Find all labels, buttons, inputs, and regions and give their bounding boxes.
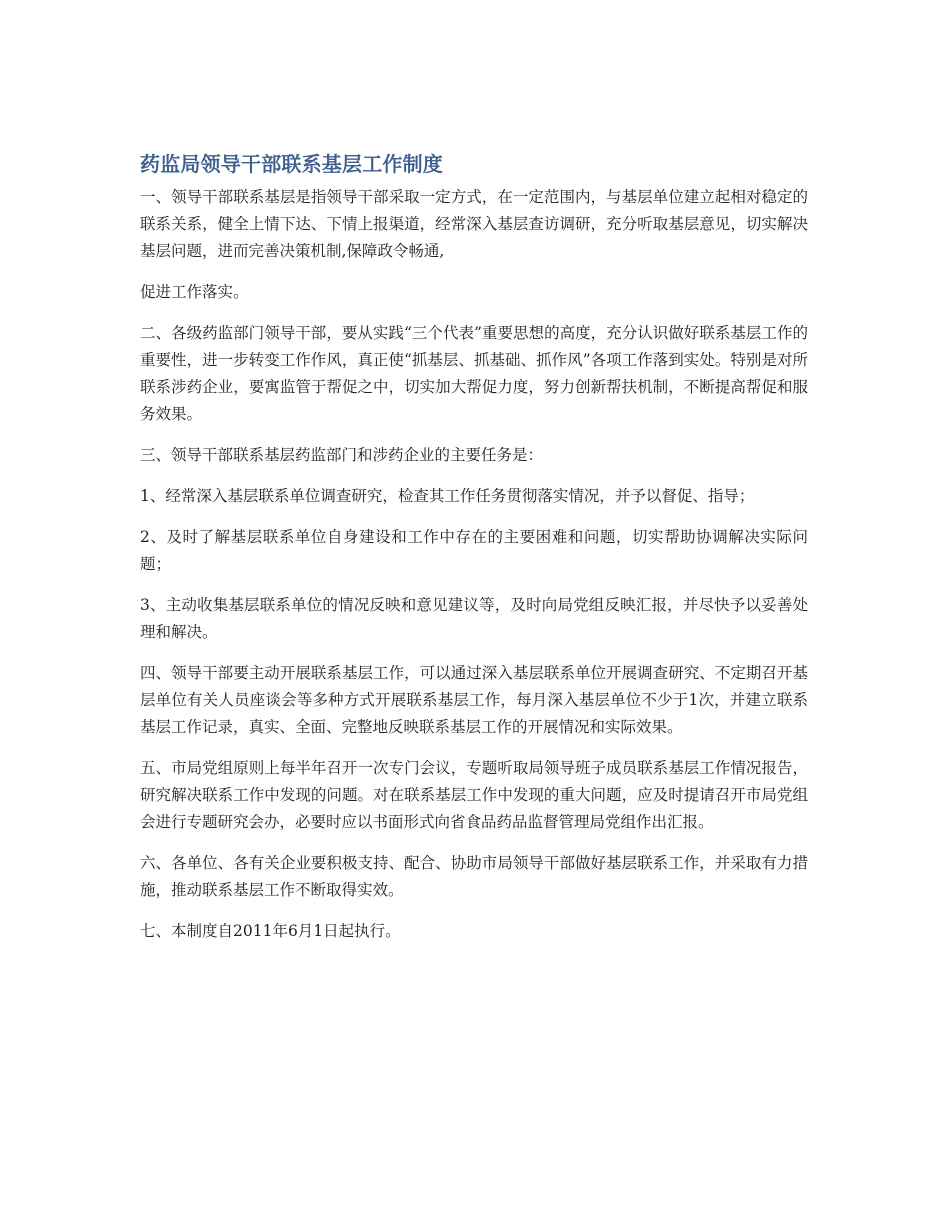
paragraph-6: 2、及时了解基层联系单位自身建设和工作中存在的主要困难和问题，切实帮助协调解决实际问题； (140, 528, 808, 573)
paragraph-8: 四、领导干部要主动开展联系基层工作，可以通过深入基层联系单位开展调查研究、不定期召开基层单位有关人员座谈会等多种方式开展联系基层工作，每月深入基层单位不少于1次，并建立联系基层工作记录，真实、全面、完整地反映联系基层工作的开展情况和实际效果。 (140, 664, 808, 736)
document-title: 药监局领导干部联系基层工作制度 (140, 152, 443, 176)
paragraph-10: 六、各单位、各有关企业要积极支持、配合、协助市局领导干部做好基层联系工作，并采取有力措施，推动联系基层工作不断取得实效。 (140, 854, 808, 899)
document-content (140, 148, 808, 945)
paragraph-5: 1、经常深入基层联系单位调查研究，检查其工作任务贯彻落实情况，并予以督促、指导； (140, 487, 755, 505)
paragraph-7: 3、主动收集基层联系单位的情况反映和意见建议等，及时向局党组反映汇报，并尽快予以妥善处理和解决。 (140, 596, 808, 641)
paragraph-1: 一、领导干部联系基层是指领导干部采取一定方式，在一定范围内，与基层单位建立起相对稳定的联系关系，健全上情下达、下情上报渠道，经常深入基层查访调研，充分听取基层意见，切实解决基层问题，进而完善决策机制,保障政令畅通, (140, 188, 808, 260)
paragraph-2: 促进工作落实。 (140, 283, 249, 301)
paragraph-9: 五、市局党组原则上每半年召开一次专门会议，专题听取局领导班子成员联系基层工作情况报告，研究解决联系工作中发现的问题。对在联系基层工作中发现的重大问题，应及时提请召开市局党组会进行专题研究会办，必要时应以书面形式向省食品药品监督管理局党组作出汇报。 (140, 759, 808, 831)
paragraph-4: 三、领导干部联系基层药监部门和涉药企业的主要任务是： (140, 446, 544, 464)
paragraph-3: 二、各级药监部门领导干部，要从实践“三个代表”重要思想的高度，充分认识做好联系基层工作的重要性，进一步转变工作作风，真正使“抓基层、抓基础、抓作风”各项工作落到实处。特别是对所联系涉药企业，要寓监管于帮促之中，切实加大帮促力度，努力创新帮扶机制，不断提高帮促和服务效果。 (140, 324, 808, 423)
paragraph-11: 七、本制度自2011年6月1日起执行。 (140, 922, 401, 940)
